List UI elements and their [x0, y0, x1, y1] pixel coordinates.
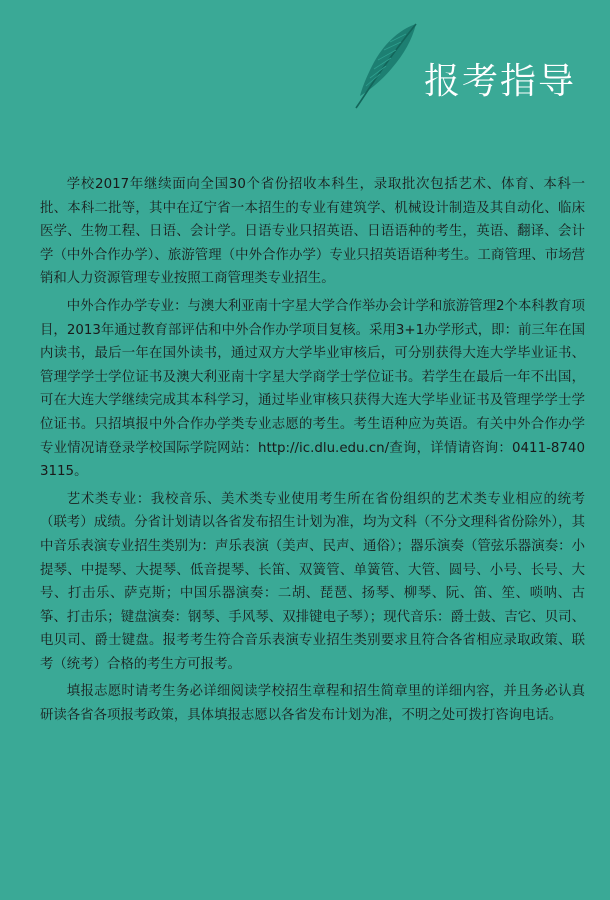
- page-title: 报考指导: [423, 61, 576, 102]
- body-text: [40, 173, 585, 732]
- paragraph-art-majors: 艺术类专业：我校音乐、美术类专业使用考生所在省份组织的艺术类专业相应的统考（联考）成绩。分省计划请以各省发布招生计划为准，均为文科（不分文理科省份除外），其中音乐表演专业招生类别为：声乐表演（美声、民声、通俗）；器乐演奏（管弦乐器演奏：小提琴、中提琴、大提琴、低音提琴、长笛、双簧管、单簧管、大管、圆号、小号、长号、大号、打击乐、萨克斯；中国乐器演奏：二胡、琵琶、扬琴、柳琴、阮、笛、笙、唢呐、古筝、打击乐；键盘演奏：钢琴、手风琴、双排键电子琴）；现代音乐：爵士鼓、吉它、贝司、电贝司、爵士键盘。报考考生符合音乐表演专业招生类别要求且符合各省相应录取政策、联考（统考）合格的考生方可报考。: [40, 491, 585, 672]
- header: [346, 22, 576, 112]
- paragraph-admission-overview: 学校2017年继续面向全国30个省份招收本科生，录取批次包括艺术、体育、本科一批、本科二批等，其中在辽宁省一本招生的专业有建筑学、机械设计制造及其自动化、临床医学、生物工程、日语、会计学。日语专业只招英语、日语语种的考生，英语、翻译、会计学（中外合作办学）、旅游管理（中外合作办学）专业只招英语语种考生。工商管理、市场营销和人力资源管理专业按照工商管理类专业招生。: [40, 177, 585, 287]
- paragraph-sino-foreign-program: 中外合作办学专业：与澳大利亚南十字星大学合作举办会计学和旅游管理2个本科教育项目，2013年通过教育部评估和中外合作办学项目复核。采用3+1办学形式，即：前三年在国内读书，最后一年在国外读书，通过双方大学毕业审核后，可分别获得大连大学毕业证书、管理学学士学位证书及澳大利亚南十字星大学商学士学位证书。若学生在最后一年不出国，可在大连大学继续完成其本科学习，通过毕业审核只获得大连大学毕业证书及管理学学士学位证书。只招填报中外合作办学类专业志愿的考生。考生语种应为英语。有关中外合作办学专业情况请登录学校国际学院网站：http://ic.dlu.edu.cn/查询，详情请咨询：0411-87403115。: [40, 298, 585, 480]
- paragraph-application-notice: 填报志愿时请考生务必详细阅读学校招生章程和招生简章里的详细内容，并且务必认真研读各省各项报考政策，具体填报志愿以各省发布计划为准，不明之处可拨打咨询电话。: [40, 684, 585, 724]
- feather-icon: [346, 22, 426, 112]
